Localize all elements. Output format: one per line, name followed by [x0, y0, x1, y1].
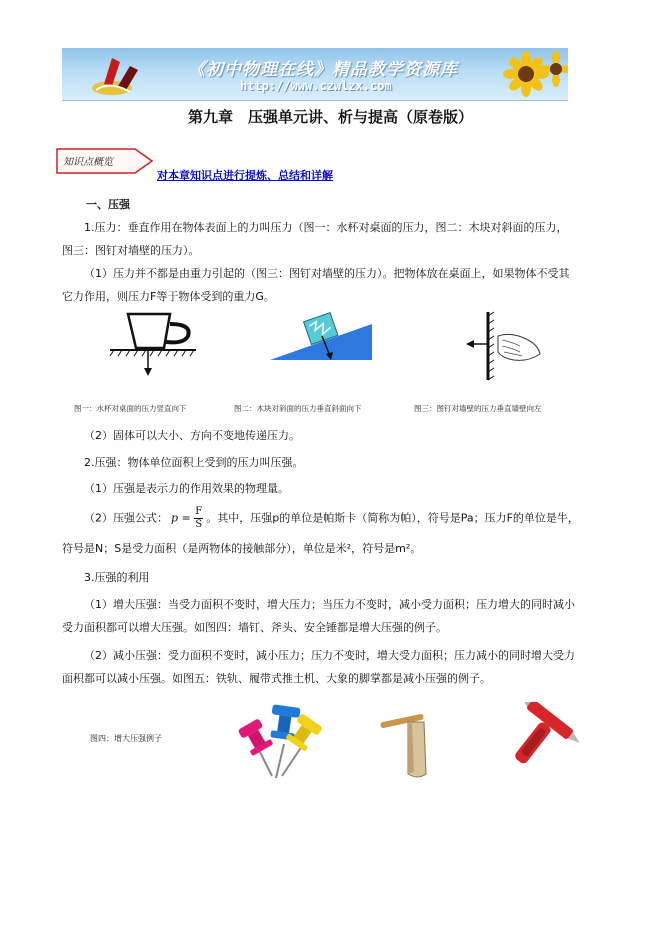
paragraph-pressure-def: [62, 216, 602, 262]
paragraph-pressure-application: [62, 566, 602, 589]
paragraph-physical-meaning: [62, 477, 602, 500]
paragraph-text: 1.压力：垂直作用在物体表面上的力叫压力（图一：水杯对桌面的压力，图二：木块对斜面的压力，: [84, 221, 568, 234]
paragraph-solid-transmits: [62, 424, 602, 447]
figure-block-on-slope: [268, 310, 378, 370]
paragraph-text: （1）压强是表示力的作用效果的物理量。: [84, 482, 289, 495]
header-banner: [62, 48, 568, 101]
figure-cup-on-table: [108, 312, 198, 382]
paragraph-increase-pressure: [62, 593, 602, 639]
paragraph-text: 符号是N；S是受力面积（是两物体的接触部分），单位是米²，符号是m²。: [62, 542, 422, 555]
overview-link[interactable]: 对本章知识点进行提炼、总结和详解: [157, 169, 333, 182]
figure-thumbtack-on-wall: [458, 310, 548, 382]
paragraph-pressure-gravity: [62, 262, 602, 308]
pressure-formula: [171, 506, 203, 531]
caption-figure-4: 图四：增大压强例子: [90, 734, 162, 743]
safety-hammer-image: [496, 702, 580, 774]
paragraph-formula: [62, 506, 602, 531]
section-heading-pressure: 一、压强: [86, 198, 130, 211]
paragraph-text: （2）固体可以大小、方向不变地传递压力。: [84, 429, 300, 442]
paragraph-text: （2）减小压强：受力面积不变时，减小压力；压力不变时，增大受力面积；压力减小的同时增大受力: [84, 649, 575, 662]
paragraph-text: 图三：图钉对墙壁的压力）。: [62, 244, 200, 257]
formula-denominator: S: [195, 519, 203, 530]
paragraph-text: 2.压强：物体单位面积上受到的压力叫压强。: [84, 456, 304, 469]
banner-url[interactable]: http://www.czwlzx.com: [240, 79, 392, 93]
paragraph-text: 面积都可以减小压强。如图五：铁轨、履带式推土机、大象的脚掌都是减小压强的例子。: [62, 672, 491, 685]
paragraph-text: （2）压强公式：: [84, 511, 168, 525]
paragraph-text: （1）压力并不都是由重力引起的（图三：图钉对墙壁的压力）。把物体放在桌面上，如果物体不受其: [84, 267, 570, 280]
banner-title: 《初中物理在线》精品教学资源库: [188, 60, 458, 80]
paragraph-decrease-pressure: [62, 644, 602, 690]
sunflower-icon: [502, 50, 568, 100]
formula-lhs: p =: [171, 511, 191, 525]
overview-tag: [55, 147, 155, 175]
paragraph-text: 。其中，压强p的单位是帕斯卡（简称为帕），符号是Pa；压力F的单位是牛，: [206, 511, 579, 525]
paragraph-text: 它力作用，则压力F等于物体受到的重力G。: [62, 290, 275, 303]
caption-figure-3: 图三：图钉对墙壁的压力垂直墙壁向左: [414, 404, 542, 413]
axe-image: [378, 712, 438, 782]
pushpins-image: [230, 704, 322, 784]
paragraph-pressure-intensity-def: [62, 451, 602, 474]
paragraph-units: [62, 537, 602, 560]
formula-fraction: [194, 506, 203, 531]
site-logo-icon: [90, 52, 160, 98]
caption-figure-1: 图一：水杯对桌面的压力竖直向下: [74, 404, 187, 413]
paragraph-text: 3.压强的利用: [84, 571, 150, 584]
chapter-title: 第九章 压强单元讲、析与提高（原卷版）: [187, 108, 473, 126]
paragraph-text: （1）增大压强：当受力面积不变时，增大压力；当压力不变时，减小受力面积；压力增大的同时减小: [84, 598, 575, 611]
formula-numerator: F: [195, 506, 203, 517]
caption-figure-2: 图二：木块对斜面的压力垂直斜面向下: [234, 404, 362, 413]
paragraph-text: 受力面积都可以增大压强。如图四：墙钉、斧头、安全锤都是增大压强的例子。: [62, 621, 447, 634]
overview-tag-label: 知识点概览: [63, 157, 113, 168]
